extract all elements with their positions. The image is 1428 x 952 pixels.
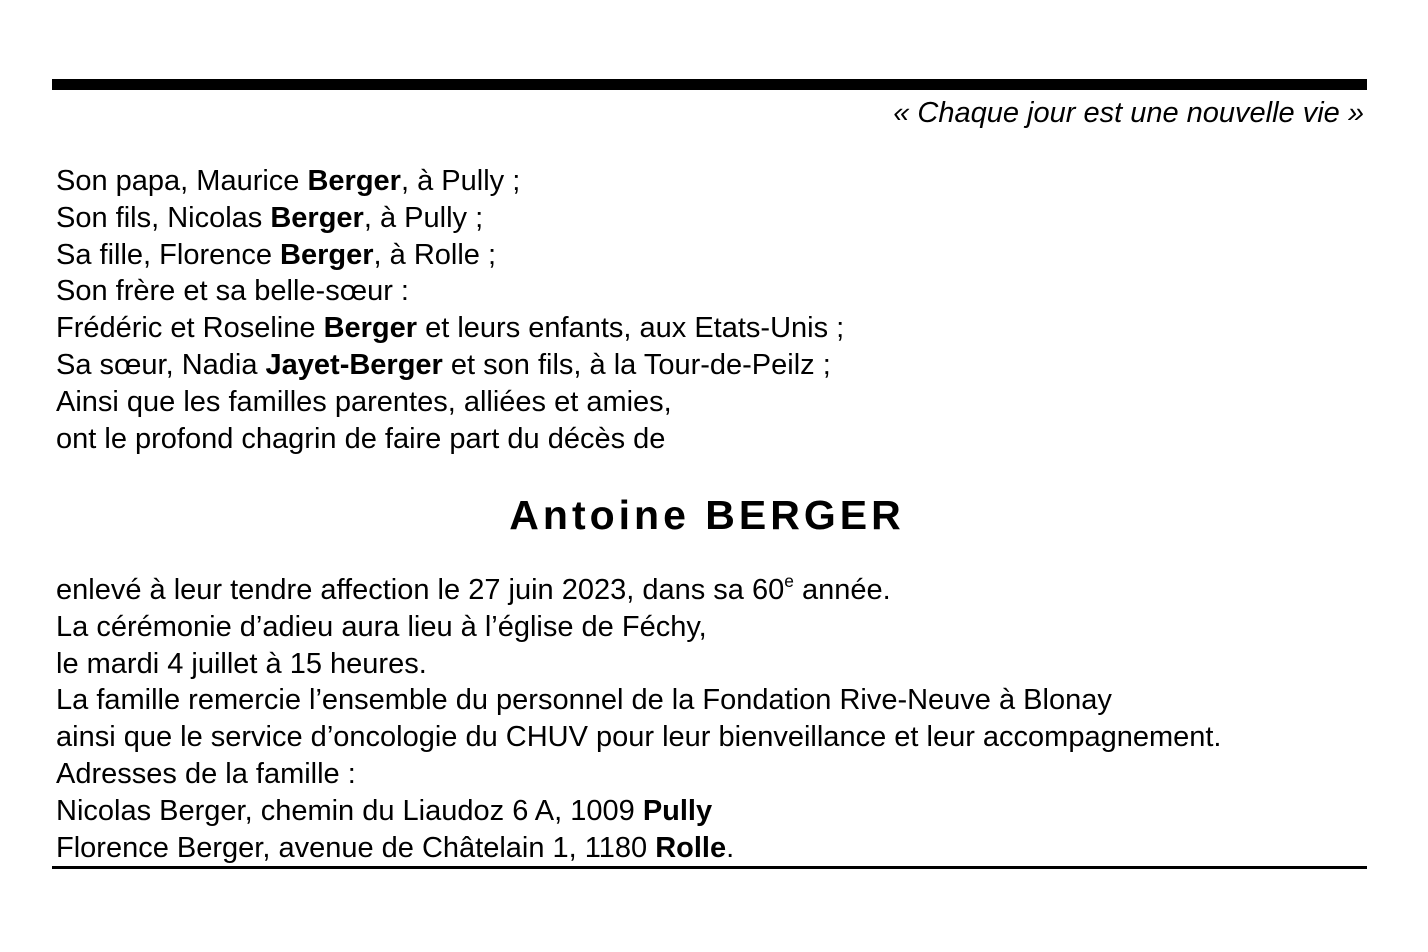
addresses-heading: Adresses de la famille : <box>56 757 356 790</box>
family-line: Son frère et sa belle-sœur : <box>56 275 409 308</box>
deceased-name: Antoine BERGER <box>509 492 905 538</box>
family-line: ont le profond chagrin de faire part du décès de <box>56 422 666 455</box>
ceremony-time-line: le mardi 4 juillet à 15 heures. <box>56 647 427 680</box>
family-line: Son papa, Maurice Berger, à Pully ; <box>56 165 521 197</box>
address-line: Nicolas Berger, chemin du Liaudoz 6 A, 1009 Pully <box>56 794 713 827</box>
motto-quote: « Chaque jour est une nouvelle vie » <box>893 97 1364 129</box>
family-line: Frédéric et Roseline Berger et leurs enfants, aux Etats-Unis ; <box>56 312 845 345</box>
thanks-line: La famille remercie l’ensemble du personnel de la Fondation Rive-Neuve à Blonay <box>56 684 1112 717</box>
death-date-line: enlevé à leur tendre affection le 27 juin 2023, dans sa 60e année. <box>56 570 891 606</box>
family-list <box>56 163 844 457</box>
family-line: Sa fille, Florence Berger, à Rolle ; <box>56 238 497 271</box>
address-line: Florence Berger, avenue de Châtelain 1, 1180 Rolle. <box>56 831 735 864</box>
top-divider <box>52 79 1367 90</box>
ceremony-place-line: La cérémonie d’adieu aura lieu à l’église de Féchy, <box>56 610 707 643</box>
bottom-divider <box>52 866 1367 869</box>
family-line: Son fils, Nicolas Berger, à Pully ; <box>56 201 484 234</box>
family-line: Ainsi que les familles parentes, alliées et amies, <box>56 385 672 418</box>
thanks-line: ainsi que le service d’oncologie du CHUV pour leur bienveillance et leur accompagnement. <box>56 721 1222 754</box>
announcement-details <box>56 572 1222 866</box>
family-line: Sa sœur, Nadia Jayet-Berger et son fils, à la Tour-de-Peilz ; <box>56 348 831 381</box>
